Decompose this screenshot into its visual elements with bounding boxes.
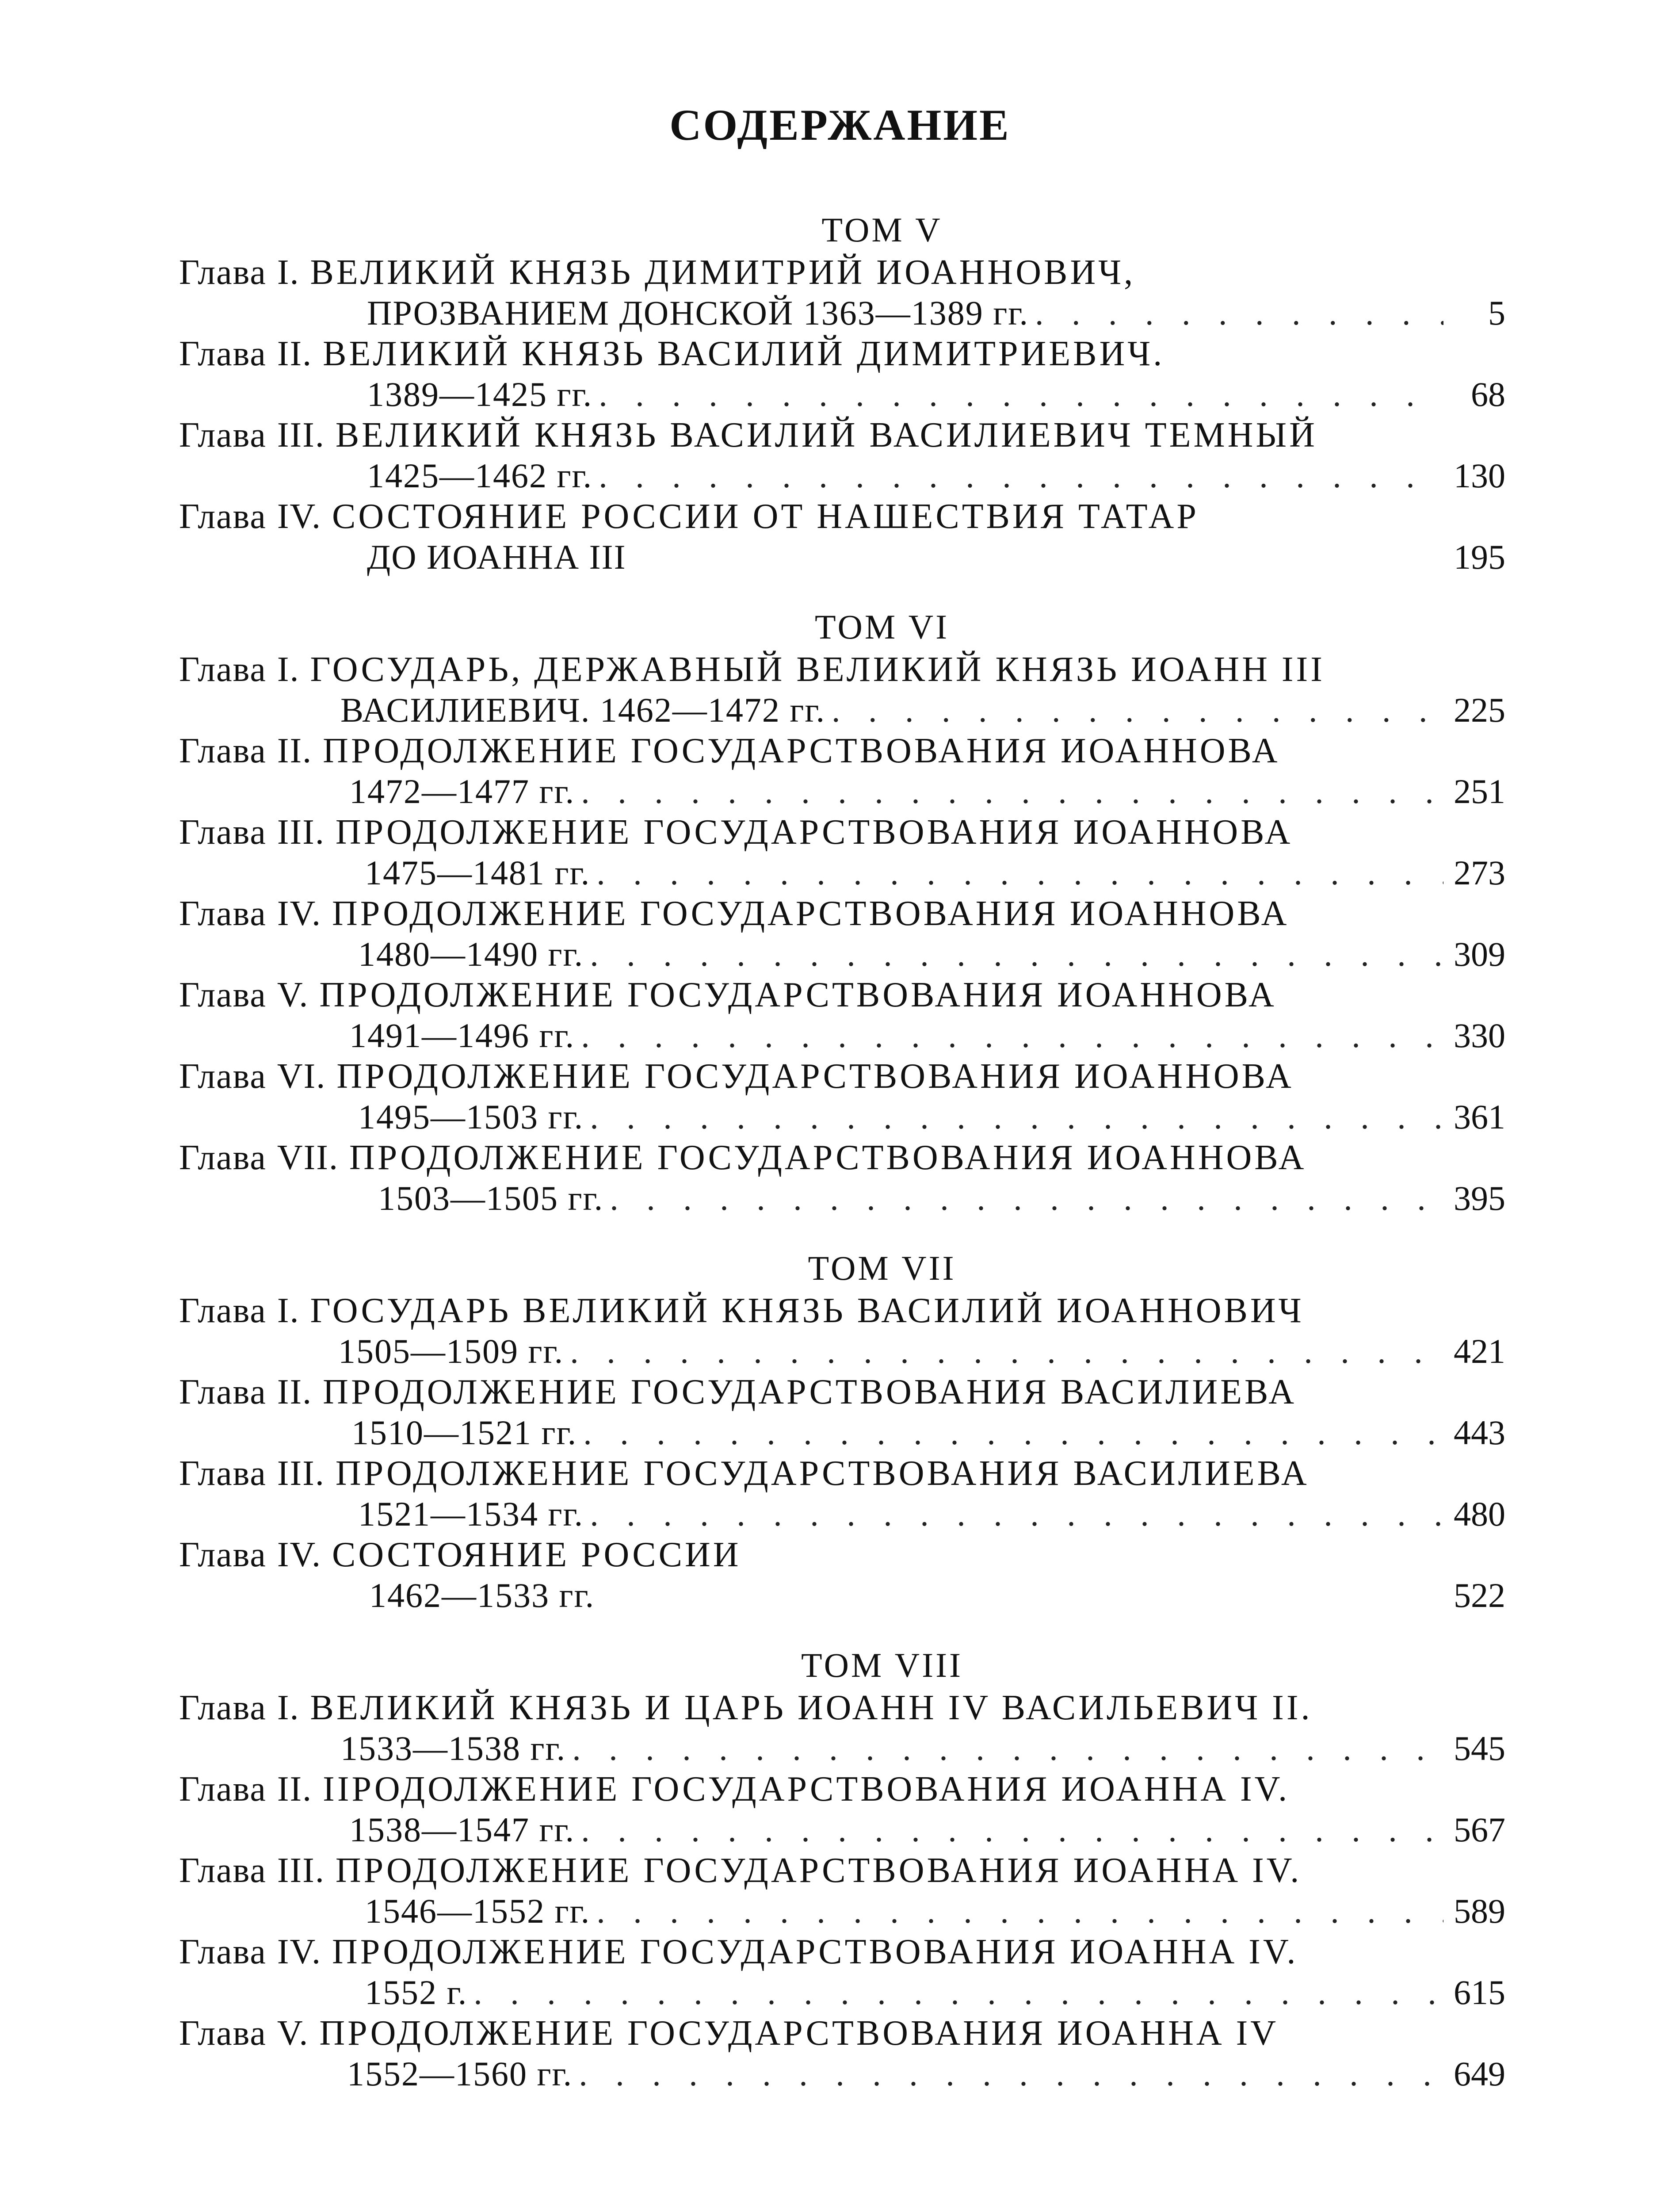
table-of-contents (179, 208, 1505, 2094)
volume-title: ТОМ VII (808, 1249, 956, 1287)
toc-entry[interactable] (179, 1290, 1505, 1372)
toc-entry[interactable] (179, 2013, 1505, 2094)
page-number: 130 (1454, 456, 1505, 495)
volume-section (179, 1643, 1505, 2094)
chapter-label: Глава (179, 416, 267, 455)
toc-entry[interactable] (179, 333, 1505, 415)
chapter-title: IIРОДОЛЖЕНИЕ ГОСУДАРСТВОВАНИЯ ИОАННА IV. (323, 1770, 1290, 1809)
chapter-continuation-line (179, 2054, 1505, 2094)
chapter-continuation-line (179, 934, 1505, 975)
chapter-number: III. (277, 1454, 325, 1493)
chapter-dates: 1480—1490 гг. (358, 935, 584, 973)
toc-entry[interactable] (179, 1056, 1505, 1137)
chapter-dates: 1552 г. (365, 1973, 468, 2012)
chapter-dates: ПРОЗВАНИЕМ ДОНСКОЙ 1363—1389 гг. (367, 294, 1029, 332)
chapter-title: ПРОДОЛЖЕНИЕ ГОСУДАРСТВОВАНИЯ ВАСИЛИЕВА (335, 1454, 1310, 1493)
chapter-label: Глава (179, 497, 267, 536)
toc-entry[interactable] (179, 975, 1505, 1056)
chapter-continuation-line (179, 1331, 1505, 1372)
chapter-continuation-line (179, 853, 1505, 893)
volume-section (179, 605, 1505, 1219)
chapter-heading-line (179, 415, 1505, 455)
chapter-title: СОСТОЯНИЕ РОССИИ ОТ НАШЕСТВИЯ ТАТАР (332, 497, 1199, 536)
chapter-number: IV. (277, 1932, 321, 1971)
toc-entry[interactable] (179, 1534, 1505, 1616)
toc-entry[interactable] (179, 893, 1505, 975)
chapter-number: III. (277, 416, 325, 455)
chapter-heading-line (179, 252, 1505, 293)
chapter-heading-line (179, 1932, 1505, 1972)
chapter-continuation-line (179, 1891, 1505, 1932)
chapter-heading-line (179, 1453, 1505, 1494)
chapter-continuation-line (179, 1015, 1505, 1056)
chapter-continuation-line (179, 1575, 1505, 1616)
page-number: 361 (1454, 1098, 1505, 1136)
chapter-title: ПРОДОЛЖЕНИЕ ГОСУДАРСТВОВАНИЯ ИОАННОВА (349, 1138, 1307, 1177)
chapter-title: ВЕЛИКИЙ КНЯЗЬ ВАСИЛИЙ ВАСИЛИЕВИЧ ТЕМНЫЙ (335, 416, 1317, 455)
chapter-number: III. (277, 1851, 325, 1890)
chapter-dates: 1425—1462 гг. (367, 456, 593, 495)
page-number: 330 (1454, 1016, 1505, 1055)
chapter-label: Глава (179, 1454, 267, 1493)
page-number: 545 (1454, 1729, 1505, 1767)
dot-leader (590, 934, 1443, 975)
toc-entry[interactable] (179, 1932, 1505, 2013)
chapter-label: Глава (179, 1770, 267, 1809)
chapter-dates: 1505—1509 гг. (338, 1332, 564, 1370)
toc-entry[interactable] (179, 415, 1505, 496)
chapter-continuation-line (179, 1412, 1505, 1453)
chapter-continuation-line (179, 293, 1505, 333)
chapter-heading-line (179, 1687, 1505, 1728)
chapter-dates: 1510—1521 гг. (351, 1413, 577, 1452)
page-number: 251 (1454, 772, 1505, 811)
chapter-heading-line (179, 1290, 1505, 1331)
volume-title: ТОМ V (821, 210, 943, 249)
page-number: 309 (1454, 935, 1505, 973)
chapter-label: Глава (179, 975, 267, 1014)
chapter-dates: 1546—1552 гг. (365, 1892, 591, 1930)
dot-leader (590, 1097, 1443, 1137)
dot-leader (599, 374, 1443, 415)
chapter-number: I. (277, 650, 300, 689)
chapter-label: Глава (179, 1932, 267, 1971)
chapter-heading-line (179, 2013, 1505, 2054)
toc-entry[interactable] (179, 1850, 1505, 1932)
dot-leader (1035, 293, 1443, 333)
chapter-continuation-line (179, 1972, 1505, 2013)
chapter-continuation-line (179, 1097, 1505, 1137)
chapter-title: ПРОДОЛЖЕНИЕ ГОСУДАРСТВОВАНИЯ ИОАННОВА (319, 975, 1277, 1014)
chapter-number: I. (277, 253, 300, 292)
chapter-number: II. (277, 731, 313, 770)
page-number: 5 (1488, 294, 1505, 332)
toc-entry[interactable] (179, 252, 1505, 333)
chapter-dates: ДО ИОАННА III (367, 538, 626, 576)
chapter-number: I. (277, 1688, 300, 1727)
chapter-title: ПРОДОЛЖЕНИЕ ГОСУДАРСТВОВАНИЯ ИОАННОВА (323, 731, 1280, 770)
page-number: 421 (1454, 1332, 1505, 1370)
chapter-number: IV. (277, 497, 321, 536)
chapter-number: IV. (277, 1535, 321, 1574)
chapter-title: ПРОДОЛЖЕНИЕ ГОСУДАРСТВОВАНИЯ ИОАННОВА (336, 1057, 1294, 1096)
toc-entry[interactable] (179, 1372, 1505, 1453)
dot-leader (570, 1331, 1443, 1372)
chapter-title: ПРОДОЛЖЕНИЕ ГОСУДАРСТВОВАНИЯ ВАСИЛИЕВА (323, 1373, 1297, 1412)
chapter-heading-line (179, 975, 1505, 1015)
chapter-number: IV. (277, 894, 321, 933)
chapter-dates: 1503—1505 гг. (378, 1179, 604, 1217)
page-number: 68 (1471, 375, 1505, 413)
chapter-continuation-line (179, 455, 1505, 496)
chapter-number: II. (277, 1373, 313, 1412)
dot-leader (832, 690, 1443, 731)
page-number: 649 (1454, 2054, 1505, 2093)
chapter-label: Глава (179, 1057, 267, 1096)
chapter-title: ПРОДОЛЖЕНИЕ ГОСУДАРСТВОВАНИЯ ИОАННА IV (319, 2014, 1279, 2053)
chapter-title: ПРОДОЛЖЕНИЕ ГОСУДАРСТВОВАНИЯ ИОАННА IV. (335, 1851, 1302, 1890)
chapter-label: Глава (179, 1138, 267, 1177)
volume-section (179, 208, 1505, 578)
chapter-title: ВЕЛИКИЙ КНЯЗЬ И ЦАРЬ ИОАНН IV ВАСИЛЬЕВИЧ II. (310, 1688, 1313, 1727)
chapter-heading-line (179, 1850, 1505, 1891)
chapter-dates: 1491—1496 гг. (349, 1016, 575, 1055)
volume-title: ТОМ VIII (801, 1646, 963, 1684)
chapter-number: V. (277, 2014, 309, 2053)
chapter-label: Глава (179, 1291, 267, 1330)
chapter-label: Глава (179, 1688, 267, 1727)
chapter-label: Глава (179, 334, 267, 373)
page-title: СОДЕРЖАНИЕ (669, 100, 1011, 149)
chapter-heading-line (179, 1534, 1505, 1575)
chapter-title: ВЕЛИКИЙ КНЯЗЬ ДИМИТРИЙ ИОАННОВИЧ, (310, 253, 1136, 292)
chapter-number: I. (277, 1291, 300, 1330)
toc-entry[interactable] (179, 1769, 1505, 1850)
chapter-heading-line (179, 731, 1505, 771)
chapter-label: Глава (179, 894, 267, 933)
page-number: 615 (1454, 1973, 1505, 2012)
toc-entry[interactable] (179, 731, 1505, 812)
chapter-dates: 1389—1425 гг. (367, 375, 593, 413)
chapter-title: ПРОДОЛЖЕНИЕ ГОСУДАРСТВОВАНИЯ ИОАННОВА (335, 813, 1293, 852)
chapter-continuation-line (179, 690, 1505, 731)
chapter-heading-line (179, 1372, 1505, 1412)
chapter-title: ПРОДОЛЖЕНИЕ ГОСУДАРСТВОВАНИЯ ИОАННОВА (332, 894, 1290, 933)
chapter-heading-line (179, 649, 1505, 690)
chapter-label: Глава (179, 1535, 267, 1574)
chapter-continuation-line (179, 1494, 1505, 1534)
chapter-dates: 1552—1560 гг. (347, 2054, 573, 2093)
dot-leader (581, 771, 1443, 812)
page-number: 443 (1454, 1413, 1505, 1452)
page-number: 567 (1454, 1810, 1505, 1849)
chapter-continuation-line (179, 771, 1505, 812)
chapter-continuation-line (179, 1178, 1505, 1219)
volume-section (179, 1246, 1505, 1616)
page-number: 273 (1454, 853, 1505, 892)
chapter-heading-line (179, 812, 1505, 853)
chapter-dates: 1472—1477 гг. (349, 772, 575, 811)
chapter-heading-line (179, 893, 1505, 934)
chapter-label: Глава (179, 2014, 267, 2053)
dot-leader (596, 853, 1443, 893)
page-number: 195 (1454, 538, 1505, 576)
chapter-number: V. (277, 975, 309, 1014)
chapter-dates: 1475—1481 гг. (365, 853, 591, 892)
toc-entry[interactable] (179, 1453, 1505, 1534)
page-number: 225 (1454, 691, 1505, 729)
toc-entry[interactable] (179, 496, 1505, 578)
chapter-continuation-line (179, 374, 1505, 415)
toc-entry[interactable] (179, 812, 1505, 893)
chapter-title: ГОСУДАРЬ, ДЕРЖАВНЫЙ ВЕЛИКИЙ КНЯЗЬ ИОАНН III (310, 650, 1325, 689)
page-number: 480 (1454, 1495, 1505, 1533)
chapter-dates: 1521—1534 гг. (358, 1495, 584, 1533)
dot-leader (581, 1809, 1443, 1850)
dot-leader (473, 1972, 1443, 2013)
chapter-title: ВЕЛИКИЙ КНЯЗЬ ВАСИЛИЙ ДИМИТРИЕВИЧ. (323, 334, 1165, 373)
page-number: 395 (1454, 1179, 1505, 1217)
chapter-number: II. (277, 1770, 313, 1809)
chapter-number: III. (277, 813, 325, 852)
chapter-number: II. (277, 334, 313, 373)
chapter-continuation-line (179, 1809, 1505, 1850)
chapter-number: VII. (277, 1138, 339, 1177)
chapter-number: VI. (277, 1057, 326, 1096)
toc-entry[interactable] (179, 1137, 1505, 1219)
page-number: 589 (1454, 1892, 1505, 1930)
chapter-heading-line (179, 1769, 1505, 1809)
chapter-dates: 1495—1503 гг. (358, 1098, 584, 1136)
dot-leader (581, 1015, 1443, 1056)
dot-leader (596, 1891, 1443, 1932)
toc-entry[interactable] (179, 649, 1505, 731)
chapter-label: Глава (179, 650, 267, 689)
chapter-heading-line (179, 1056, 1505, 1097)
volume-title: ТОМ VI (814, 608, 950, 646)
dot-leader (579, 2054, 1443, 2094)
chapter-label: Глава (179, 1851, 267, 1890)
dot-leader (610, 1178, 1443, 1219)
chapter-dates: ВАСИЛИЕВИЧ. 1462—1472 гг. (340, 691, 826, 729)
chapter-label: Глава (179, 1373, 267, 1412)
page-number: 522 (1454, 1576, 1505, 1614)
toc-entry[interactable] (179, 1687, 1505, 1769)
chapter-heading-line (179, 333, 1505, 374)
chapter-title: СОСТОЯНИЕ РОССИИ (332, 1535, 741, 1574)
chapter-dates: 1538—1547 гг. (349, 1810, 575, 1849)
dot-leader (590, 1494, 1443, 1534)
dot-leader (572, 1728, 1443, 1769)
dot-leader (583, 1412, 1443, 1453)
chapter-title: ПРОДОЛЖЕНИЕ ГОСУДАРСТВОВАНИЯ ИОАННА IV. (332, 1932, 1298, 1971)
chapter-dates: 1533—1538 гг. (340, 1729, 566, 1767)
chapter-continuation-line (179, 1728, 1505, 1769)
chapter-label: Глава (179, 731, 267, 770)
chapter-title: ГОСУДАРЬ ВЕЛИКИЙ КНЯЗЬ ВАСИЛИЙ ИОАННОВИЧ (310, 1291, 1304, 1330)
chapter-continuation-line (179, 537, 1505, 578)
chapter-label: Глава (179, 253, 267, 292)
dot-leader (599, 455, 1443, 496)
chapter-heading-line (179, 1137, 1505, 1178)
chapter-label: Глава (179, 813, 267, 852)
chapter-dates: 1462—1533 гг. (369, 1576, 595, 1614)
chapter-heading-line (179, 496, 1505, 537)
